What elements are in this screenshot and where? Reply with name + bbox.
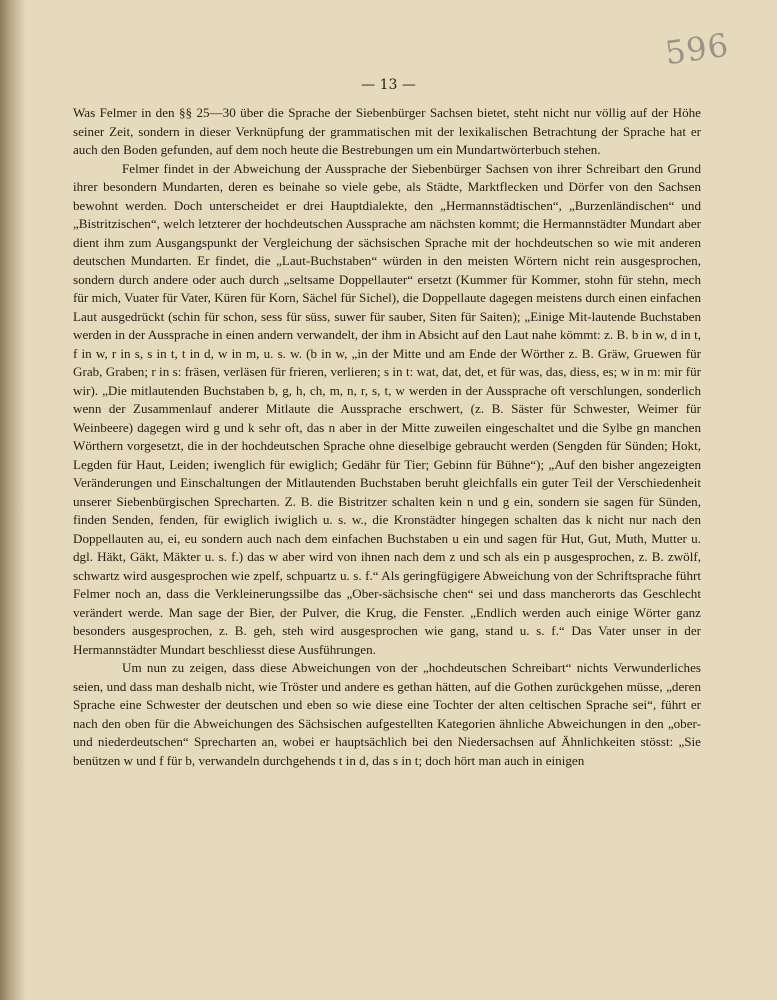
- paragraph: Was Felmer in den §§ 25—30 über die Sprache der Siebenbürger Sachsen bietet, steht nicht nur völlig auf der Höhe seiner Zeit, sondern in dieser Verknüpfung der grammatischen mit der lexikalischen Betrachtung der Sprache hat er auch den Boden gefunden, auf dem noch heute die Bestrebungen um ein Mundartwörterbuch stehen.: [73, 105, 701, 157]
- paragraph: Um nun zu zeigen, dass diese Abweichungen von der „hochdeutschen Schreibart“ nichts Verwunderliches seien, und dass man deshalb nicht, wie Tröster und andere es gethan hätten, auf die Gothen zurückgehen müsse, „deren Sprache eine Schwester der deutschen und eben so wie diese eine Tochter der alten celtischen Sprache sei“, führt er nach den oben für die Abweichungen des Sächsischen aufgestellten Kategorien ähnliche Abweichungen in den „ober- und niederdeutschen“ Sprecharten an, wobei er hauptsächlich bei den Niedersachsen auf Ähnlichkeiten stösst: „Sie benützen w und f für b, verwandeln durchgehends t in d, das s in t; doch hört man auch in einigen: [73, 660, 701, 768]
- page-number: — 13 —: [361, 77, 416, 93]
- book-spine-shadow: [0, 0, 26, 1000]
- paragraph: Felmer findet in der Abweichung der Aussprache der Siebenbürger Sachsen von ihrer Schreibart den Grund ihrer besondern Mundarten, deren es beinahe so viele gebe, als Städte, Marktflecken und Dörfer von den Sachsen bewohnt werden. Doch unterscheidet er drei Hauptdialekte, den „Hermannstädtischen“, „Burzenländischen“ und „Bistritzischen“, welch letzterer der hochdeutschen Aussprache am nächsten kommt; die Hermannstädter Mundart aber dient ihm zum Ausgangspunkt der Vergleichung der sächsischen Sprache mit der hochdeutschen so wie mit anderen deutschen Mundarten. Er findet, die „Laut-Buchstaben“ würden in den meisten Wörtern nicht rein ausgesprochen, sondern durch andere oder auch durch „seltsame Doppellauter“ ersetzt (Kummer für Kommer, stohn für stehn, mech für mich, Vuater für Vater, Küren für Korn, Sächel für Sichel), die Doppellaute dagegen meistens durch einen einfachen Laut ausgedrückt (schin für schon, sess für süss, suwer für sauber, Siten für Saiten); „Einige Mit-lautende Buchstaben werden in der Aussprache in einen andern verwandelt, der ihm in Absicht auf den Laut nahe kömmt: z. B. b in w, d in t, f in w, r in s, s in t, t in d, w in m, u. s. w. (b in w, „in der Mitte und am Ende der Wörther z. B. Gräw, Gruewen für Grab, Graben; r in s: fräsen, verläsen für frieren, verlieren; s in t: wat, dat, det, et für was, das, diess, es; w in m: mir für wir). „Die mitlautenden Buchstaben b, g, h, ch, m, n, r, s, t, w werden in der Aussprache oft verschlungen, sonderlich wenn der Zusammenlauf anderer Mitlaute die Aussprache erschwert, (z. B. Säster für Schwester, Weimer für Weinbeere) dagegen wird g und k sehr oft, das n aber in der Mitte zuweilen eingeschaltet und die Sylbe gn manchen Wörthern vorgesetzt, die in der hochdeutschen Sprache ohne dieselbige gebraucht werden (Sengden für Sünden; Hokt, Legden für Haut, Leiden; iwenglich für ewiglich; Gedähr für Tier; Gebinn für Bühne“); „Auf den bisher angezeigten Veränderungen und Einschaltungen der Mitlautenden Buchstaben beruht gleichfalls ein guter Teil der Verschiedenheit unserer Siebenbürgischen Sprecharten. Z. B. die Bistritzer schalten kein n und g ein, sondern sie sagen für Sünden, finden Senden, fenden, für ewiglich iwiglich u. s. w., die Kronstädter hingegen schalten das k nicht nur nach den Doppellauten au, ei, eu sondern auch nach dem einfachen Buchstaben u ein und sagen für Hut, Gut, Muth, Mutter u. dgl. Häkt, Gäkt, Mäkter u. s. f.) das w aber wird von ihnen nach dem z und sch als ein p ausgesprochen, z. B. zwölf, schwartz wird ausgesprochen wie zpelf, schpuartz u. s. f.“ Als geringfügigere Abweichung von der Schriftsprache führt Felmer noch an, dass die Verkleinerungssilbe das „Ober-sächsische chen“ sei und dass mancherorts das Geschlecht verändert werde. Man sage der Bier, der Pulver, die Krug, die Fenster. „Endlich werden auch einige Wörter ganz besonders ausgesprochen, z. B. geh, steh wird ausgesprochen wie gang, stand u. s. f.“ Das Vater unser in der Hermannstädter Mundart beschliesst diese Ausführungen.: [73, 160, 701, 657]
- pencil-folio-number: 596: [662, 25, 732, 73]
- body-text: [73, 104, 701, 770]
